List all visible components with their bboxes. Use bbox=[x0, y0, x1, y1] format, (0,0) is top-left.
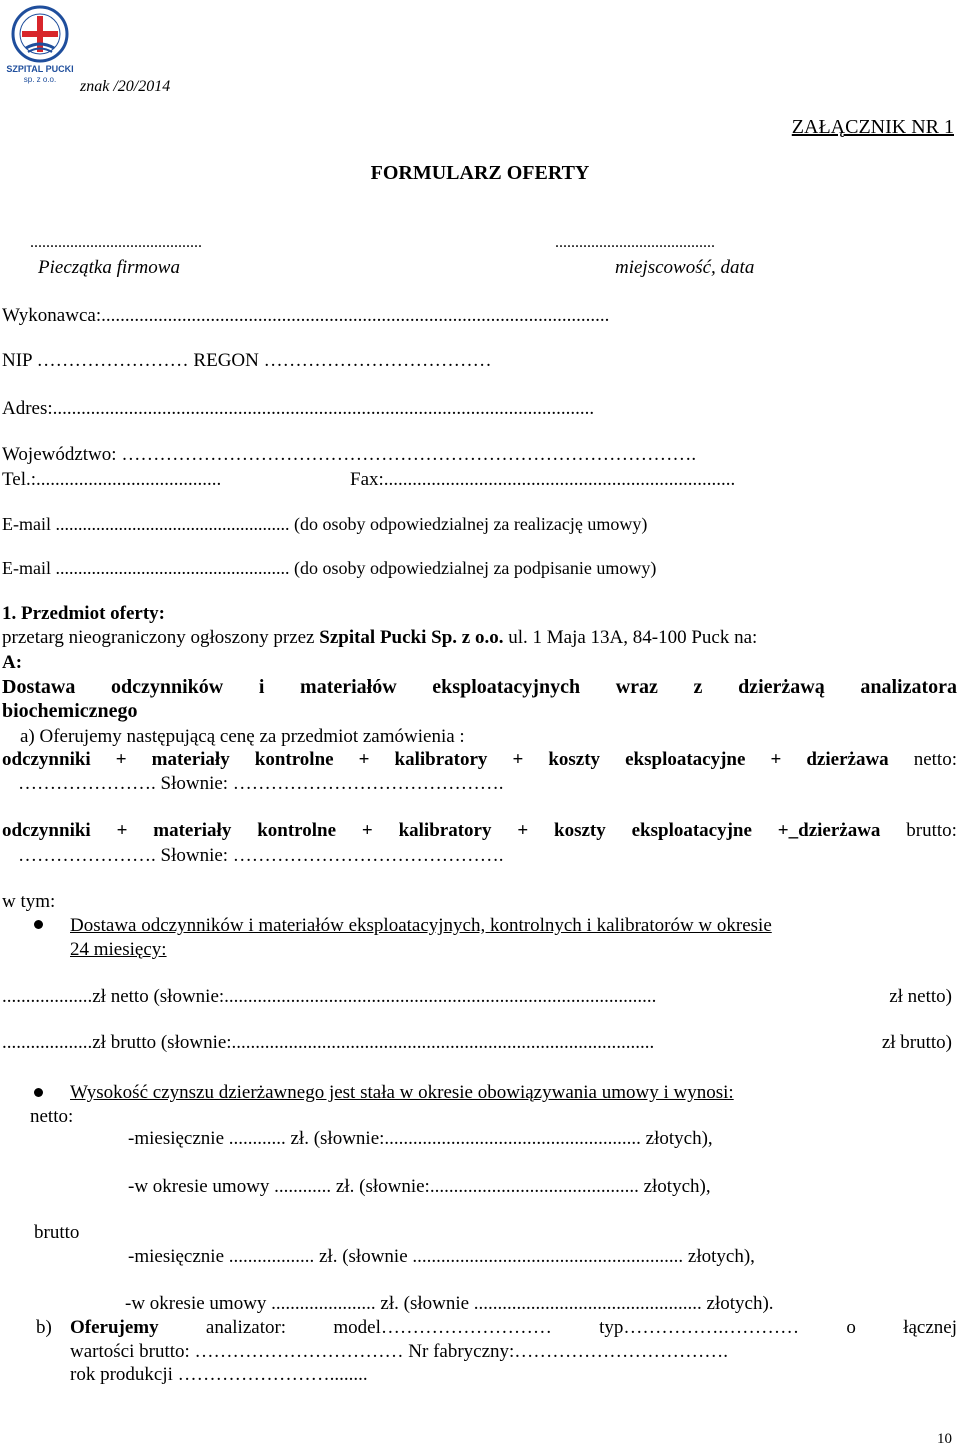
nip-label: NIP bbox=[2, 350, 32, 371]
part-label: A: bbox=[2, 652, 23, 673]
justified-word: materiały bbox=[151, 749, 230, 770]
justified-word: Dostawa bbox=[2, 676, 76, 698]
netto-label: netto: bbox=[913, 749, 957, 770]
bullet-supply-line2: 24 miesięcy: bbox=[70, 939, 167, 960]
address-field: Adres:.................................................................................................................. bbox=[2, 398, 595, 419]
stamp-dots: ........................................... bbox=[30, 234, 202, 251]
logo-emblem-icon bbox=[6, 4, 74, 64]
email-signing-field bbox=[2, 557, 656, 579]
justified-word: kalibratory bbox=[398, 820, 492, 841]
offer-b-bold: Oferujemy bbox=[70, 1317, 159, 1338]
offer-b-line3: rok produkcji ……………………........ bbox=[70, 1364, 368, 1385]
tender-text: przetarg nieograniczony ogłoszony przez bbox=[2, 627, 315, 648]
rent-netto-monthly: -miesięcznie ............ zł. (słownie:...................................................... złotych), bbox=[128, 1128, 713, 1149]
page-title: FORMULARZ OFERTY bbox=[370, 162, 590, 184]
bullet-icon bbox=[34, 920, 43, 929]
fax-field: Fax:.......................................................................... bbox=[350, 469, 736, 490]
rent-brutto-monthly: -miesięcznie .................. zł. (słownie ......................................................... złotych), bbox=[128, 1246, 755, 1267]
offer-b-prefix: b) bbox=[36, 1317, 52, 1338]
justified-word: + bbox=[115, 749, 127, 770]
justified-word: eksploatacyjne bbox=[625, 749, 746, 770]
date-label: miejscowość, data bbox=[615, 257, 755, 278]
offer-b-word: o bbox=[846, 1317, 856, 1338]
justified-word: odczynników bbox=[110, 676, 224, 698]
supply-netto-dots: ...................zł netto (słownie:........................................................................................... bbox=[2, 986, 657, 1007]
subject-line bbox=[2, 676, 957, 698]
page-number: 10 bbox=[937, 1431, 952, 1447]
justified-word: odczynniki bbox=[2, 749, 91, 770]
email-signing-note: (do osoby odpowiedzialnej za podpisanie umowy) bbox=[293, 558, 657, 578]
justified-word: kontrolne bbox=[257, 820, 337, 841]
tender-line bbox=[2, 627, 757, 649]
logo-subname: sp. z o.o. bbox=[23, 75, 57, 84]
justified-word: odczynniki bbox=[2, 820, 91, 841]
brutto-label: brutto: bbox=[906, 820, 957, 841]
offer-a-intro: a) Oferujemy następującą cenę za przedmiot zamówienia : bbox=[20, 726, 465, 747]
nip-dots: …………………… bbox=[36, 350, 189, 371]
email-realization-note: (do osoby odpowiedzialnej za realizację umowy) bbox=[293, 514, 648, 534]
offer-b-line2: wartości brutto: …………………………… Nr fabryczny:……………………………. bbox=[70, 1341, 729, 1362]
justified-word: i bbox=[258, 676, 265, 698]
voivodeship-label: Województwo: bbox=[2, 444, 117, 465]
netto-components-line bbox=[2, 749, 957, 771]
supply-brutto-amount bbox=[2, 1032, 952, 1054]
bullet-supply-line1: Dostawa odczynników i materiałów eksploatacyjnych, kontrolnych i kalibratorów w okresie bbox=[70, 915, 772, 936]
date-dots: ........................................ bbox=[555, 234, 715, 251]
bullet-icon bbox=[34, 1088, 43, 1097]
voivodeship-dots: ………………………………………………………………………………. bbox=[121, 444, 697, 465]
supply-netto-amount bbox=[2, 986, 952, 1008]
regon-dots: ……………………………… bbox=[263, 350, 492, 371]
section-heading: 1. Przedmiot oferty: bbox=[2, 603, 166, 624]
justified-word: koszty bbox=[554, 820, 606, 841]
justified-word: + bbox=[361, 820, 373, 841]
voivodeship-field bbox=[2, 444, 696, 466]
nip-field bbox=[2, 350, 492, 372]
email-signing-dots: E-mail .................................................... bbox=[2, 558, 290, 578]
justified-word: + bbox=[512, 749, 524, 770]
offer-b-type: typ…………….………… bbox=[599, 1317, 800, 1338]
stamp-label: Pieczątka firmowa bbox=[38, 257, 180, 278]
tender-address: ul. 1 Maja 13A, 84-100 Puck na: bbox=[508, 627, 758, 648]
justified-word: materiałów bbox=[300, 676, 397, 698]
justified-word: + bbox=[770, 749, 782, 770]
offer-b-line1 bbox=[70, 1317, 957, 1339]
justified-word: dzierżawa bbox=[806, 749, 889, 770]
justified-word: kontrolne bbox=[254, 749, 334, 770]
supply-brutto-dots: ...................zł brutto (słownie:......................................................................................... bbox=[2, 1032, 655, 1053]
supply-brutto-suffix: zł brutto) bbox=[881, 1032, 952, 1053]
justified-word: dzierżawą bbox=[738, 676, 825, 698]
brutto-components-line bbox=[2, 820, 957, 842]
including-label: w tym: bbox=[2, 891, 56, 912]
justified-word: z bbox=[693, 676, 703, 698]
rent-netto-label: netto: bbox=[30, 1106, 74, 1127]
bullet-rent: Wysokość czynszu dzierżawnego jest stała w okresie obowiązywania umowy i wynosi: bbox=[70, 1082, 734, 1103]
netto-words-line: …………………. Słownie: ……………………………………. bbox=[18, 773, 504, 794]
tender-organizer: Szpital Pucki Sp. z o.o. bbox=[319, 627, 504, 648]
offer-b-word: analizator: bbox=[205, 1317, 287, 1338]
justified-word: eksploatacyjnych bbox=[432, 676, 581, 698]
supply-netto-suffix: zł netto) bbox=[889, 986, 952, 1007]
phone-field: Tel.:....................................... bbox=[2, 469, 222, 490]
annex-label: ZAŁĄCZNIK NR 1 bbox=[791, 116, 954, 138]
justified-word: + bbox=[116, 820, 128, 841]
brutto-words-line: …………………. Słownie: ……………………………………. bbox=[18, 845, 504, 866]
email-realization-dots: E-mail .................................................... bbox=[2, 514, 290, 534]
justified-word: eksploatacyjne bbox=[631, 820, 752, 841]
regon-label: REGON bbox=[193, 350, 259, 371]
email-realization-field bbox=[2, 513, 647, 535]
rent-netto-term: -w okresie umowy ............ zł. (słownie:............................................ złotych), bbox=[128, 1176, 711, 1197]
hospital-logo bbox=[6, 4, 74, 84]
document-reference: znak /20/2014 bbox=[80, 78, 171, 95]
logo-name: SZPITAL PUCKI bbox=[6, 64, 74, 74]
rent-brutto-term: -w okresie umowy ...................... zł. (słownie ................................................ złotych). bbox=[125, 1293, 774, 1314]
rent-brutto-label: brutto bbox=[34, 1222, 80, 1243]
justified-word: kalibratory bbox=[394, 749, 488, 770]
offer-b-model: model……………………… bbox=[333, 1317, 552, 1338]
justified-word: materiały bbox=[153, 820, 232, 841]
justified-word: + bbox=[358, 749, 370, 770]
justified-word: + bbox=[517, 820, 529, 841]
justified-word: koszty bbox=[548, 749, 601, 770]
justified-word: analizatora bbox=[860, 676, 957, 698]
justified-word: wraz bbox=[615, 676, 658, 698]
justified-word: +_dzierżawa bbox=[777, 820, 881, 841]
subject-line-2: biochemicznego bbox=[2, 700, 138, 722]
offer-b-word: łącznej bbox=[903, 1317, 957, 1338]
contractor-field: Wykonawca:........................................................................................................... bbox=[2, 305, 610, 326]
